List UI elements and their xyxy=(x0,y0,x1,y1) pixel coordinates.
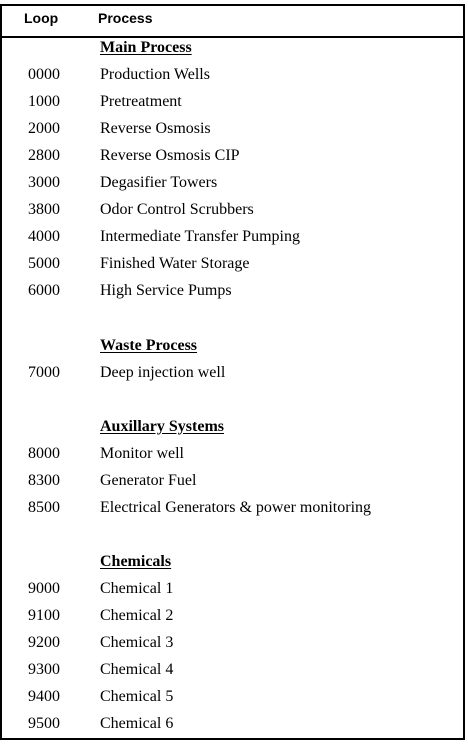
table-row xyxy=(2,93,463,115)
process-name: Chemical 6 xyxy=(100,715,174,732)
table-row xyxy=(2,201,463,223)
table-row xyxy=(2,661,463,683)
loop-table xyxy=(0,4,465,740)
process-name: Monitor well xyxy=(100,445,184,462)
section-title-main-process: Main Process xyxy=(100,39,192,56)
loop-number: 7000 xyxy=(28,364,60,381)
loop-number: 2800 xyxy=(28,147,60,164)
loop-number: 8500 xyxy=(28,499,60,516)
loop-number: 9500 xyxy=(28,715,60,732)
table-row xyxy=(2,499,463,521)
table-row xyxy=(2,688,463,710)
process-name: Reverse Osmosis CIP xyxy=(100,147,240,164)
process-name: Intermediate Transfer Pumping xyxy=(100,228,300,245)
loop-number: 9100 xyxy=(28,607,60,624)
process-name: Finished Water Storage xyxy=(100,255,250,272)
table-row xyxy=(2,147,463,169)
process-name: High Service Pumps xyxy=(100,282,232,299)
loop-number: 4000 xyxy=(28,228,60,245)
loop-number: 3000 xyxy=(28,174,60,191)
section-title-chemicals: Chemicals xyxy=(100,553,172,570)
table-row xyxy=(2,634,463,656)
table-row xyxy=(2,120,463,142)
process-name: Chemical 2 xyxy=(100,607,174,624)
process-name: Chemical 3 xyxy=(100,634,174,651)
loop-number: 1000 xyxy=(28,93,60,110)
process-name: Reverse Osmosis xyxy=(100,120,211,137)
loop-number: 9200 xyxy=(28,634,60,651)
table-row xyxy=(2,228,463,250)
process-name: Deep injection well xyxy=(100,364,226,381)
table-row xyxy=(2,715,463,737)
table-row xyxy=(2,472,463,494)
loop-number: 0000 xyxy=(28,66,60,83)
section-title-auxillary-systems: Auxillary Systems xyxy=(100,418,224,435)
loop-number: 8000 xyxy=(28,445,60,462)
table-row xyxy=(2,445,463,467)
table-row xyxy=(2,580,463,602)
table-header xyxy=(2,6,463,38)
process-name: Electrical Generators & power monitoring xyxy=(100,499,372,516)
process-name: Degasifier Towers xyxy=(100,174,218,191)
loop-number: 9400 xyxy=(28,688,60,705)
loop-number: 6000 xyxy=(28,282,60,299)
table-row xyxy=(2,255,463,277)
process-name: Chemical 1 xyxy=(100,580,174,597)
process-name: Chemical 4 xyxy=(100,661,174,678)
loop-number: 9300 xyxy=(28,661,60,678)
loop-number: 2000 xyxy=(28,120,60,137)
process-column-header: Process xyxy=(98,10,153,26)
process-name: Generator Fuel xyxy=(100,472,197,489)
table-row xyxy=(2,66,463,88)
table-row xyxy=(2,364,463,386)
loop-number: 5000 xyxy=(28,255,60,272)
loop-number: 8300 xyxy=(28,472,60,489)
process-name: Odor Control Scrubbers xyxy=(100,201,254,218)
process-name: Production Wells xyxy=(100,66,210,83)
table-row xyxy=(2,282,463,304)
table-row xyxy=(2,607,463,629)
loop-column-header: Loop xyxy=(24,10,59,26)
loop-number: 3800 xyxy=(28,201,60,218)
process-name: Chemical 5 xyxy=(100,688,174,705)
table-row xyxy=(2,174,463,196)
section-title-waste-process: Waste Process xyxy=(100,337,198,354)
process-name: Pretreatment xyxy=(100,93,182,110)
loop-number: 9000 xyxy=(28,580,60,597)
